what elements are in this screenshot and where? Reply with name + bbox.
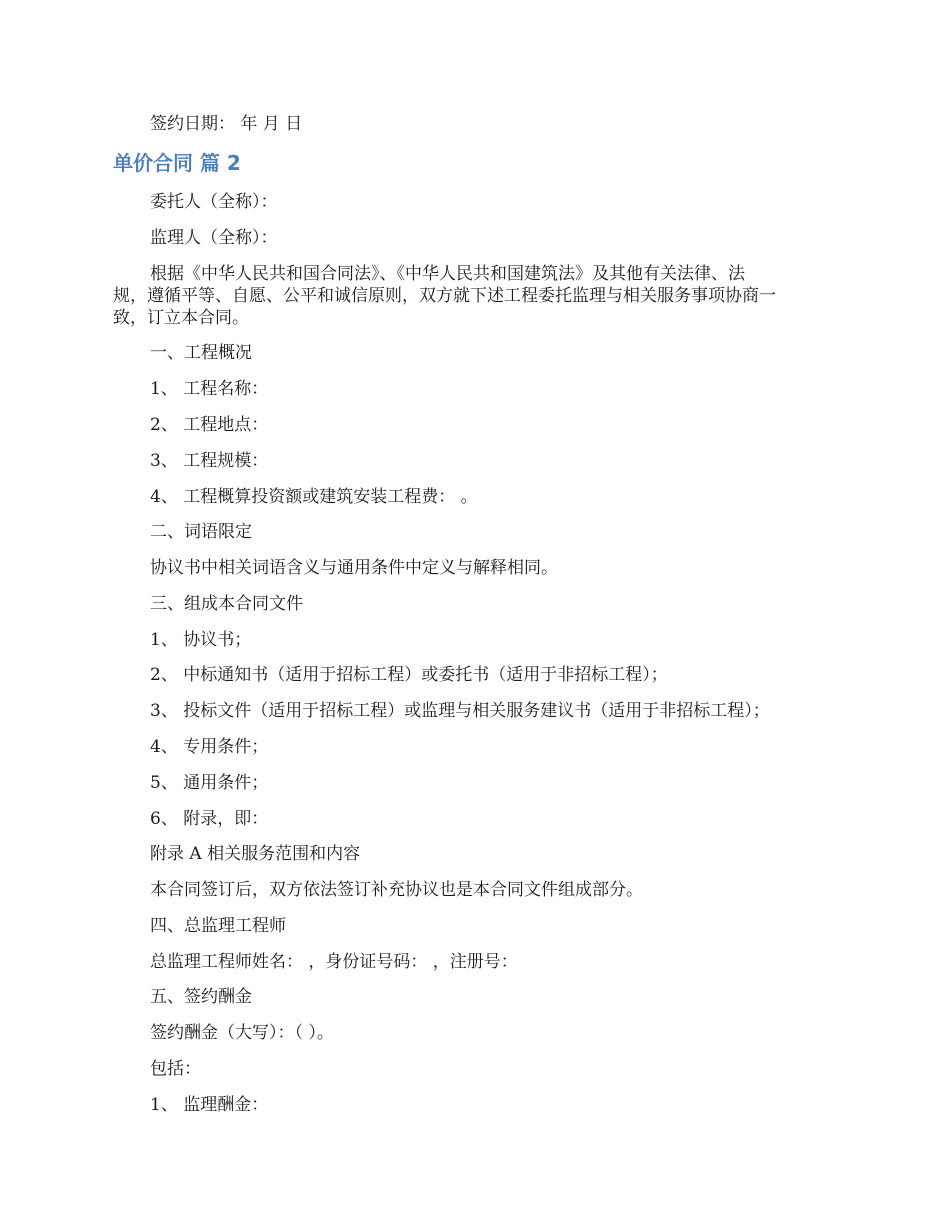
heading-signing-fee: 五、签约酬金	[150, 987, 252, 1007]
client-line: 委托人（全称）：	[150, 192, 278, 212]
intro-line-2: 规，遵循平等、自愿、公平和诚信原则，双方就下述工程委托监理与相关服务事项协商一	[113, 286, 776, 306]
list-item: 2、 中标通知书（适用于招标工程）或委托书（适用于非招标工程）；	[150, 665, 668, 685]
paragraph-line: 总监理工程师姓名： ，身份证号码： ，注册号：	[150, 952, 518, 972]
list-item: 5、 通用条件；	[150, 773, 269, 793]
heading-term-definitions: 二、词语限定	[150, 522, 252, 542]
signing-date-line: 签约日期： 年 月 日	[150, 114, 303, 134]
paragraph-line: 包括：	[150, 1059, 201, 1079]
paragraph-line: 协议书中相关词语含义与通用条件中定义与解释相同。	[150, 558, 558, 578]
intro-line-1: 根据《中华人民共和国合同法》、《中华人民共和国建筑法》及其他有关法律、法	[150, 264, 745, 284]
list-item: 3、 投标文件（适用于招标工程）或监理与相关服务建议书（适用于非招标工程）；	[150, 701, 770, 721]
heading-contract-documents: 三、组成本合同文件	[150, 594, 303, 614]
paragraph-line: 本合同签订后，双方依法签订补充协议也是本合同文件组成部分。	[150, 880, 643, 900]
list-item: 1、 监理酬金：	[150, 1095, 269, 1115]
list-item: 4、 工程概算投资额或建筑安装工程费： 。	[150, 487, 478, 507]
intro-line-3: 致，订立本合同。	[113, 308, 249, 328]
list-item: 6、 附录，即：	[150, 809, 269, 829]
section-heading: 单价合同 篇 2	[113, 151, 241, 175]
supervisor-line: 监理人（全称）：	[150, 228, 278, 248]
list-item: 4、 专用条件；	[150, 737, 269, 757]
list-item: 1、 协议书；	[150, 630, 252, 650]
paragraph-line: 附录 A 相关服务范围和内容	[150, 844, 361, 864]
heading-project-overview: 一、工程概况	[150, 343, 252, 363]
list-item: 3、 工程规模：	[150, 451, 269, 471]
intro-paragraph	[113, 263, 833, 329]
paragraph-line: 签约酬金（大写）：（ ）。	[150, 1023, 334, 1043]
list-item: 2、 工程地点：	[150, 415, 269, 435]
list-item: 1、 工程名称：	[150, 379, 269, 399]
heading-chief-engineer: 四、总监理工程师	[150, 916, 286, 936]
